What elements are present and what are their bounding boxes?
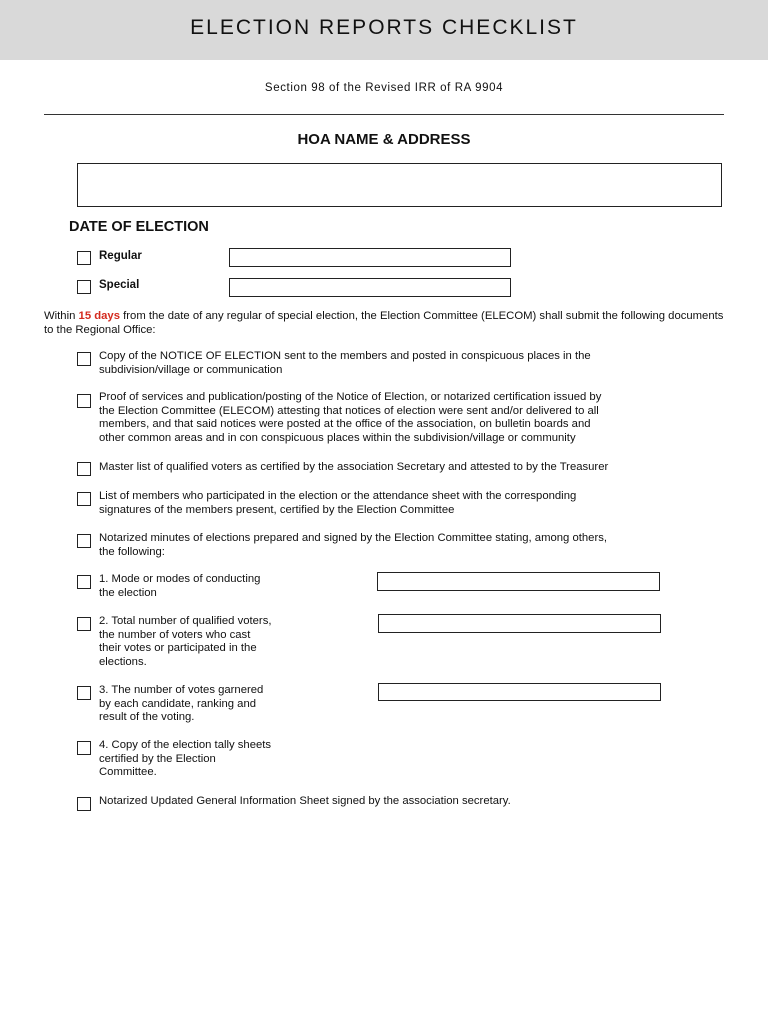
item-text-line: List of members who participated in the election or the attendance sheet with the corresponding (99, 490, 577, 502)
master-list-checkbox[interactable] (77, 462, 91, 476)
intro-suffix: from the date of any regular of special election, the Election Committee (ELECOM) shall submit the following documents to the Regional Office: (44, 310, 724, 336)
regular-label: Regular (99, 250, 142, 262)
item-text-line: the election (99, 586, 157, 599)
notarized-minutes-checkbox[interactable] (77, 534, 91, 548)
attendance-list-checkbox[interactable] (77, 492, 91, 506)
total-voters-checkbox[interactable] (77, 617, 91, 631)
votes-garnered-field[interactable] (378, 683, 661, 701)
checklist-item (99, 490, 699, 517)
item-text-line: 2. Total number of qualified voters, (99, 615, 272, 627)
item-text-line: the following: (99, 545, 165, 558)
item-text-line: the number of voters who cast (99, 628, 251, 641)
total-voters-field[interactable] (378, 614, 661, 633)
subtitle: Section 98 of the Revised IRR of RA 9904 (264, 82, 504, 94)
divider (44, 114, 724, 115)
regular-date-field[interactable] (229, 248, 511, 267)
regular-checkbox[interactable] (77, 251, 91, 265)
deadline-highlight: 15 days (78, 310, 120, 322)
item-text-line: Notarized minutes of elections prepared and signed by the Election Committee stating, among others, (99, 532, 608, 544)
checklist-item (99, 795, 699, 809)
item-text-line: their votes or participated in the (99, 642, 257, 655)
item-text-line: result of the voting. (99, 711, 195, 724)
notice-of-election-checkbox[interactable] (77, 352, 91, 366)
checklist-item (99, 532, 699, 559)
minutes-item (99, 739, 309, 780)
votes-garnered-checkbox[interactable] (77, 686, 91, 700)
intro-prefix: Within (44, 310, 76, 322)
item-text-line: Proof of services and publication/posting of the Notice of Election, or notarized certification issued by (99, 391, 602, 403)
item-text-line: the Election Committee (ELECOM) attesting that notices of election were sent and/or delivered to all (99, 404, 599, 417)
general-info-sheet-checkbox[interactable] (77, 797, 91, 811)
mode-of-conducting-field[interactable] (377, 572, 660, 591)
minutes-item (99, 615, 309, 670)
checklist-item (99, 461, 699, 475)
item-text-line: Notarized Updated General Information Sheet signed by the association secretary. (99, 795, 511, 807)
hoa-heading: HOA NAME & ADDRESS (297, 131, 471, 148)
item-text-line: by each candidate, ranking and (99, 697, 257, 710)
checklist-item (99, 391, 699, 446)
item-text-line: elections. (99, 656, 147, 669)
proof-of-posting-checkbox[interactable] (77, 394, 91, 408)
page-title: ELECTION REPORTS CHECKLIST (190, 16, 578, 39)
item-text-line: signatures of the members present, certified by the Election Committee (99, 503, 455, 516)
special-checkbox[interactable] (77, 280, 91, 294)
tally-sheets-checkbox[interactable] (77, 741, 91, 755)
date-of-election-heading: DATE OF ELECTION (69, 219, 209, 235)
item-text-line: subdivision/village or communication (99, 363, 283, 376)
item-text-line: Copy of the NOTICE OF ELECTION sent to the members and posted in conspicuous places in the (99, 350, 591, 362)
mode-of-conducting-checkbox[interactable] (77, 575, 91, 589)
item-text-line: certified by the Election (99, 752, 216, 765)
instructions-paragraph (44, 309, 724, 337)
special-label: Special (99, 279, 140, 291)
checklist-item (99, 350, 699, 377)
item-text-line: members, and that said notices were posted at the office of the association, on bulletin boards and (99, 418, 591, 431)
item-text-line: Committee. (99, 766, 157, 779)
minutes-item (99, 684, 309, 725)
item-text-line: 3. The number of votes garnered (99, 684, 264, 696)
special-date-field[interactable] (229, 278, 511, 297)
item-text-line: Master list of qualified voters as certified by the association Secretary and attested to by the Treasurer (99, 461, 609, 473)
minutes-item (99, 573, 309, 600)
hoa-name-address-field[interactable] (77, 163, 722, 207)
item-text-line: other common areas and in con conspicuous places within the subdivision/village or community (99, 432, 576, 445)
item-text-line: 4. Copy of the election tally sheets (99, 739, 272, 751)
item-text-line: 1. Mode or modes of conducting (99, 573, 261, 585)
